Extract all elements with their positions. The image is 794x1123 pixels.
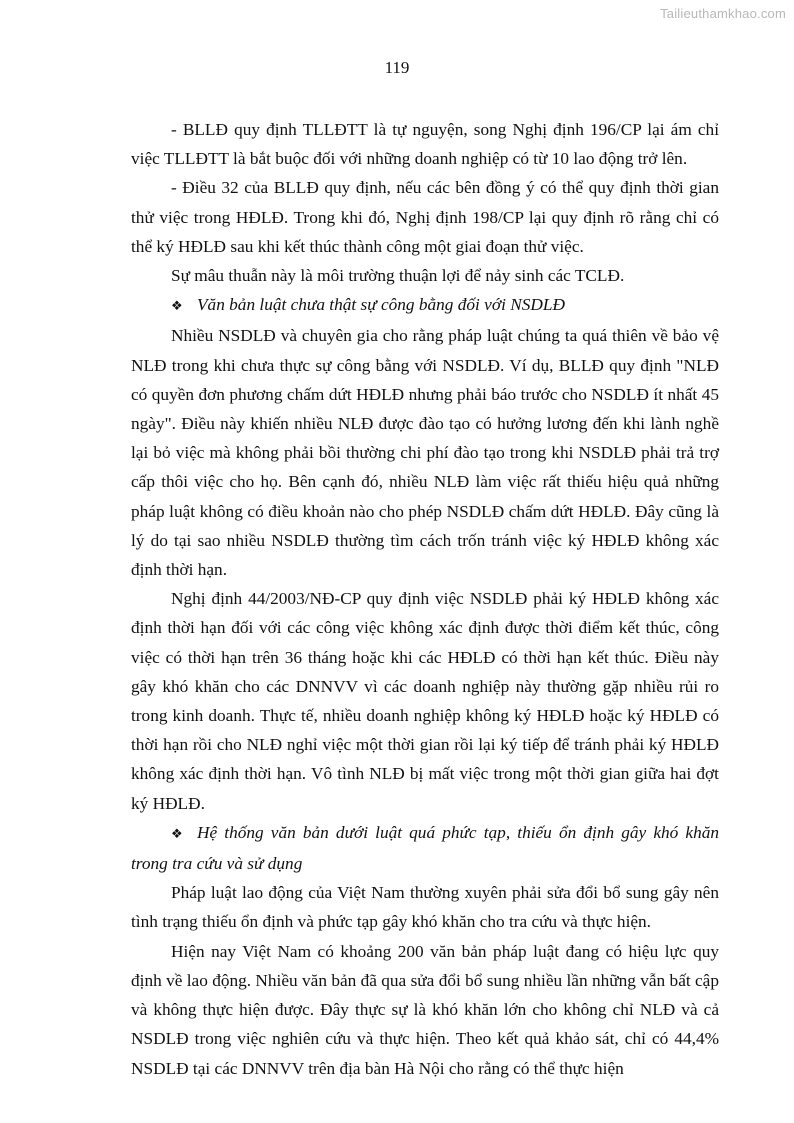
paragraph: Hiện nay Việt Nam có khoảng 200 văn bản pháp luật đang có hiệu lực quy định về lao động. Nhiều văn bản đã qua sửa đổi bổ sung nhiều lần những vẫn bất cập và không thực hiện được. Đây thực sự là khó khăn lớn cho không chỉ NLĐ và cả NSDLĐ trong việc nghiên cứu và thực hiện. Theo kết quả khảo sát, chỉ có 44,4% NSDLĐ tại các DNNVV trên địa bàn Hà Nội cho rằng có thể thực hiện bbox=[131, 941, 719, 1078]
section-heading-text: Hệ thống văn bản dưới luật quá phức tạp, thiếu ổn định gây khó khăn trong tra cứu và sử dụng bbox=[131, 822, 719, 874]
watermark: Tailieuthamkhao.com bbox=[660, 6, 786, 21]
paragraph: - Điều 32 của BLLĐ quy định, nếu các bên đồng ý có thể quy định thời gian thử việc trong HĐLĐ. Trong khi đó, Nghị định 198/CP lại quy định rõ rằng chỉ có thể ký HĐLĐ sau khi kết thúc thành công một giai đoạn thử việc. bbox=[131, 178, 719, 256]
paragraph: Nhiều NSDLĐ và chuyên gia cho rằng pháp luật chúng ta quá thiên về bảo vệ NLĐ trong khi chưa thực sự công bằng với NSDLĐ. Ví dụ, BLLĐ quy định "NLĐ có quyền đơn phương chấm dứt HĐLĐ nhưng phải báo trước cho NSDLĐ ít nhất 45 ngày". Điều này khiến nhiều NLĐ được đào tạo có hưởng lương đến khi lành nghề lại bỏ việc mà không phải bồi thường chi phí đào tạo trong khi NSDLĐ phải trả trợ cấp thôi việc cho họ. Bên cạnh đó, nhiều NLĐ làm việc rất thiếu hiệu quả những pháp luật không có điều khoản nào cho phép NSDLĐ chấm dứt HĐLĐ. Đây cũng là lý do tại sao nhiều NSDLĐ thường tìm cách trốn tránh việc ký HĐLĐ không xác định thời hạn. bbox=[131, 326, 719, 580]
paragraph: Nghị định 44/2003/NĐ-CP quy định việc NSDLĐ phải ký HĐLĐ không xác định thời hạn đối với các công việc không xác định được thời điểm kết thúc, công việc có thời hạn trên 36 tháng hoặc khi các HĐLĐ có thời hạn kết thúc. Điều này gây khó khăn cho các DNNVV vì các doanh nghiệp này thường gặp nhiều rủi ro trong kinh doanh. Thực tế, nhiều doanh nghiệp không ký HĐLĐ hoặc ký HĐLĐ có thời hạn rồi cho NLĐ nghỉ việc một thời gian rồi lại ký tiếp để tránh phải ký HĐLĐ không xác định thời hạn. Vô tình NLĐ bị mất việc trong một thời gian giữa hai đợt ký HĐLĐ. bbox=[131, 589, 719, 813]
page-number: 119 bbox=[384, 58, 410, 77]
diamond-bullet-icon: ❖ bbox=[171, 299, 183, 315]
diamond-bullet-icon: ❖ bbox=[171, 826, 183, 842]
paragraph: - BLLĐ quy định TLLĐTT là tự nguyện, song Nghị định 196/CP lại ám chỉ việc TLLĐTT là bắt buộc đối với những doanh nghiệp có từ 10 lao động trở lên. bbox=[131, 120, 719, 169]
document-body bbox=[131, 115, 719, 1083]
section-heading bbox=[131, 290, 719, 321]
paragraph: Sự mâu thuẫn này là môi trường thuận lợi để nảy sinh các TCLĐ. bbox=[171, 266, 625, 286]
section-heading-text: Văn bản luật chưa thật sự công bằng đối với NSDLĐ bbox=[197, 295, 565, 315]
paragraph: Pháp luật lao động của Việt Nam thường xuyên phải sửa đổi bổ sung gây nên tình trạng thiếu ổn định và phức tạp gây khó khăn cho tra cứu và thực hiện. bbox=[131, 883, 719, 932]
section-heading bbox=[131, 818, 719, 878]
